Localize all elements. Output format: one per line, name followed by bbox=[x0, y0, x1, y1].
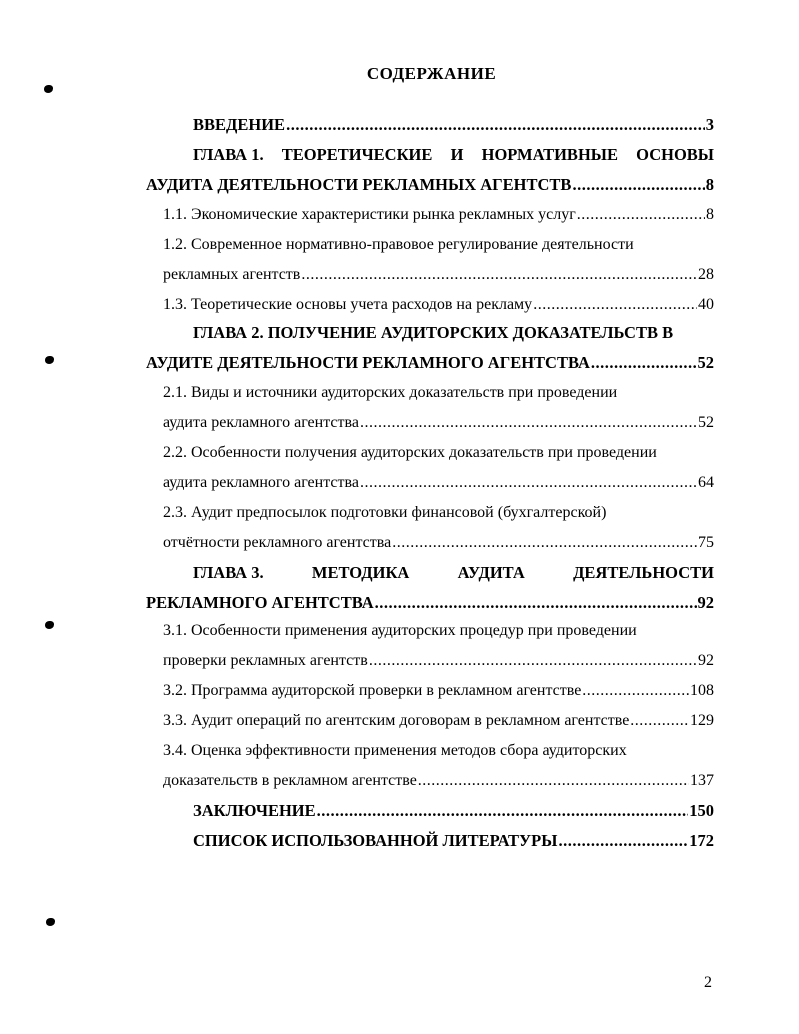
dot-leader bbox=[572, 175, 704, 195]
toc-entry-2-1[interactable]: аудита рекламного агентства ..... 52 bbox=[163, 413, 714, 433]
dot-leader bbox=[533, 295, 697, 315]
toc-entry-1-2-line1: 1.2. Современное нормативно-правовое регулирование деятельности bbox=[163, 236, 634, 253]
toc-entry-3-3[interactable]: 3.3. Аудит операций по агентским договорам в рекламном агентстве ..... 129 bbox=[163, 711, 714, 731]
dot-leader bbox=[301, 265, 697, 285]
toc-entry-2-3-line1: 2.3. Аудит предпосылок подготовки финансовой (бухгалтерской) bbox=[163, 504, 607, 521]
toc-entry-3-2[interactable]: 3.2. Программа аудиторской проверки в рекламном агентстве ..... 108 bbox=[163, 681, 714, 701]
page-title: СОДЕРЖАНИЕ bbox=[366, 64, 497, 83]
toc-entry-2-3[interactable]: отчётности рекламного агентства ..... 75 bbox=[163, 533, 714, 553]
toc-chapter1-heading: ГЛАВА 1. ТЕОРЕТИЧЕСКИЕ И НОРМАТИВНЫЕ ОСНОВЫ bbox=[193, 145, 714, 164]
toc-entry-3-1-line1: 3.1. Особенности применения аудиторских процедур при проведении bbox=[163, 622, 637, 639]
toc-entry-2-1-line1: 2.1. Виды и источники аудиторских доказательств при проведении bbox=[163, 384, 618, 401]
toc-entry-3-1[interactable]: проверки рекламных агентств ..... 92 bbox=[163, 651, 714, 671]
dot-leader bbox=[360, 413, 697, 433]
toc-entry-chapter1[interactable]: АУДИТА ДЕЯТЕЛЬНОСТИ РЕКЛАМНЫХ АГЕНТСТВ ..... 8 bbox=[146, 175, 714, 195]
toc-entry-bibliography[interactable]: СПИСОК ИСПОЛЬЗОВАННОЙ ЛИТЕРАТУРЫ ..... 172 bbox=[193, 831, 714, 851]
toc-chapter3-heading: ГЛАВА 3. МЕТОДИКА АУДИТА ДЕЯТЕЛЬНОСТИ bbox=[193, 563, 714, 582]
toc-entry-1-2[interactable]: рекламных агентств ..... 28 bbox=[163, 265, 714, 285]
dot-leader bbox=[577, 205, 705, 225]
page-number: 2 bbox=[704, 974, 712, 991]
toc-entry-3-4-line1: 3.4. Оценка эффективности применения методов сбора аудиторских bbox=[163, 742, 627, 759]
toc-entry-conclusion[interactable]: ЗАКЛЮЧЕНИЕ ..... 150 bbox=[193, 801, 714, 821]
dot-leader bbox=[582, 681, 689, 701]
toc-entry-intro[interactable]: ВВЕДЕНИЕ ..... 3 bbox=[193, 115, 714, 135]
dot-leader bbox=[591, 353, 697, 373]
toc-entry-chapter3[interactable]: РЕКЛАМНОГО АГЕНТСТВА ..... 92 bbox=[146, 593, 714, 613]
toc-entry-1-1[interactable]: 1.1. Экономические характеристики рынка рекламных услуг ..... 8 bbox=[163, 205, 714, 225]
toc-entry-2-2[interactable]: аудита рекламного агентства ..... 64 bbox=[163, 473, 714, 493]
binding-hole-mark bbox=[44, 85, 53, 93]
dot-leader bbox=[286, 115, 705, 135]
toc-entry-2-2-line1: 2.2. Особенности получения аудиторских доказательств при проведении bbox=[163, 444, 657, 461]
dot-leader bbox=[360, 473, 697, 493]
dot-leader bbox=[369, 651, 697, 671]
toc-chapter2-heading: ГЛАВА 2. ПОЛУЧЕНИЕ АУДИТОРСКИХ ДОКАЗАТЕЛЬСТВ В bbox=[193, 323, 674, 342]
binding-hole-mark bbox=[46, 918, 55, 926]
dot-leader bbox=[392, 533, 697, 553]
toc-entry-3-4[interactable]: доказательств в рекламном агентстве ..... 137 bbox=[163, 771, 714, 791]
binding-hole-mark bbox=[45, 621, 54, 629]
dot-leader bbox=[418, 771, 689, 791]
dot-leader bbox=[558, 831, 688, 851]
toc-entry-1-3[interactable]: 1.3. Теоретические основы учета расходов на рекламу ..... 40 bbox=[163, 295, 714, 315]
dot-leader bbox=[375, 593, 697, 613]
binding-hole-mark bbox=[45, 356, 54, 364]
dot-leader bbox=[317, 801, 689, 821]
toc-entry-chapter2[interactable]: АУДИТЕ ДЕЯТЕЛЬНОСТИ РЕКЛАМНОГО АГЕНТСТВА ..... 52 bbox=[146, 353, 714, 373]
dot-leader bbox=[630, 711, 689, 731]
